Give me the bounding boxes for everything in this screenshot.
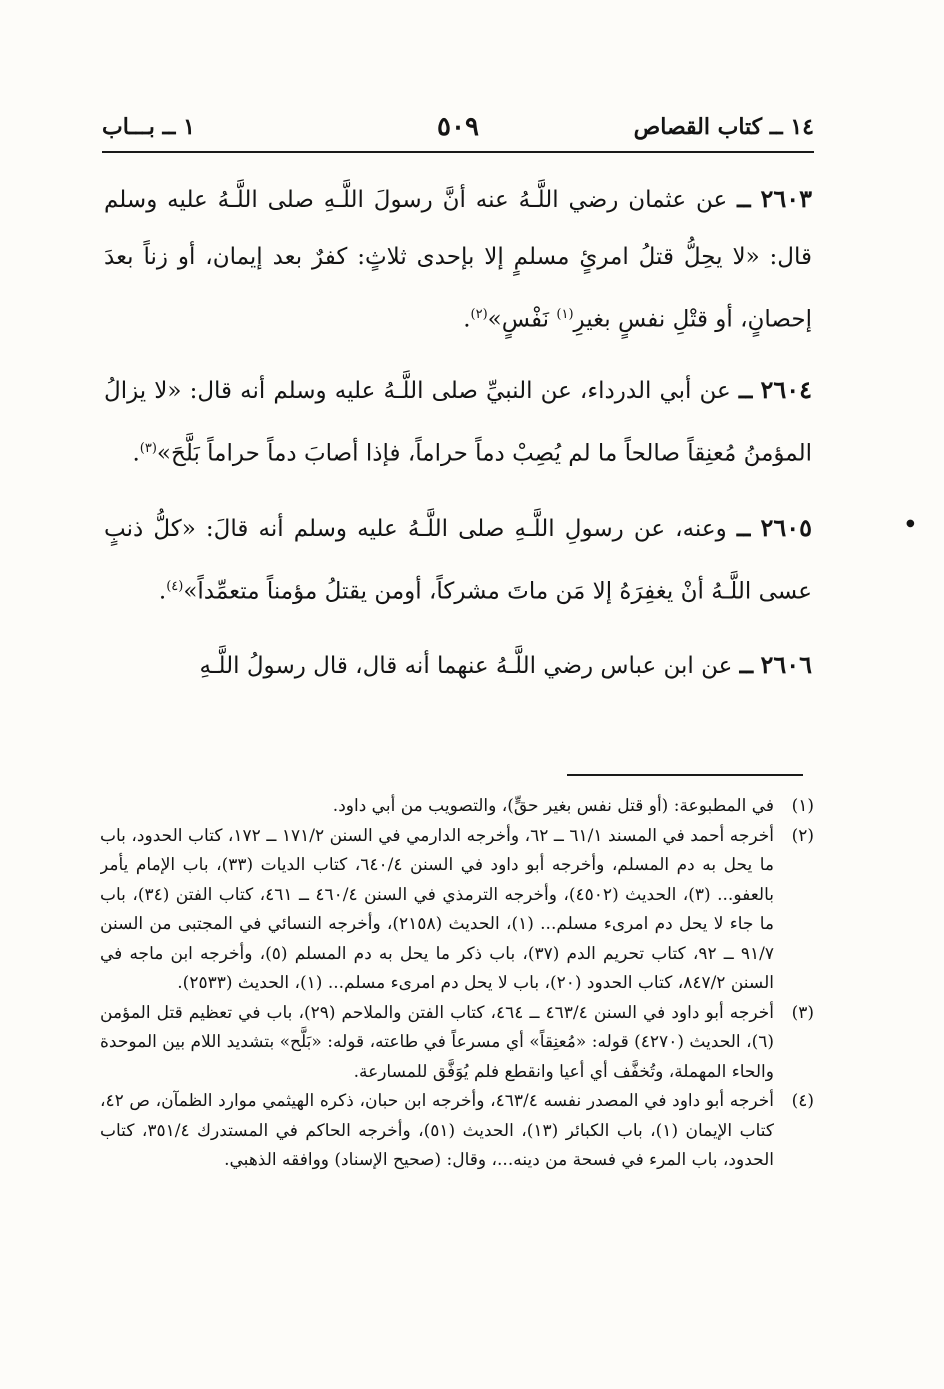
hadith-number: ٢٦٠٥ [760, 512, 812, 542]
hadith-text: وعنه، عن رسولِ اللَّـهِ صلى اللَّـهُ عليه وسلم أنه قالَ: «كلُّ ذنبٍ عسى اللَّـهُ أنْ يغفِرَهُ إلا مَن ماتَ مشركاً، أومن يقتلُ مؤمناً متعمِّداً» [104, 515, 812, 605]
hadith-2604 [104, 361, 812, 483]
hadith-text: عن عثمان رضي اللَّـهُ عنه أنَّ رسولَ اللَّـهِ صلى اللَّـهُ عليه وسلم قال: «لا يحِلُّ قتلُ امرئٍ مسلمٍ إلا بإحدى ثلاثٍ: كفرٌ بعد إيمان، أو زناً بعدَ إحصانٍ، أو قتْلِ نفسٍ بغيرِ [104, 187, 812, 333]
margin-dot: ● [906, 518, 915, 529]
footnote-3 [100, 999, 814, 1088]
hadith-2606 [104, 636, 812, 695]
header-chapter-label: ١ ــ بـــاب [102, 114, 195, 140]
footnote-2 [100, 822, 814, 999]
hadith-text-cont: نَفْسٍ» [487, 306, 550, 333]
hadith-text: عن ابن عباس رضي اللَّـهُ عنهما أنه قال، قال رسولُ اللَّـهِ [199, 653, 733, 680]
hadith-dash: ــ [737, 186, 751, 213]
hadith-text: عن أبي الدرداء، عن النبيِّ صلى اللَّـهُ عليه وسلم أنه قال: «لا يزالُ المؤمنُ مُعنِقاً صالحاً ما لم يُصِبْ دماً حراماً، فإذا أصابَ دماً حراماً بَلَّحَ» [104, 378, 812, 467]
hadith-2605 [104, 499, 812, 621]
footnote-number: (٤) [791, 1091, 814, 1111]
footnote-ref: (٢) [470, 307, 488, 322]
footnote-ref: (٣) [139, 441, 157, 456]
hadith-number: ٢٦٠٣ [760, 184, 812, 213]
hadith-dash: ــ [738, 377, 753, 404]
footnote-number: (٢) [791, 825, 814, 846]
footnote-number: (١) [791, 796, 814, 816]
footnote-text: أخرجه أحمد في المسند ٦١/١ ــ ٦٢، وأخرجه الدارمي في السنن ١٧١/٢ ــ ١٧٢، كتاب الحدود، باب ما يحل به دم المسلم، وأخرجه أبو داود في السنن ٦٤٠/٤، كتاب الديات (٣٣)، باب الإمام يأمر بالعفو... (٣)، الحديث (٤٥٠٢)، وأخرجه الترمذي في السنن ٤٦٠/٤ ــ ٤٦١، كتاب الفتن (٣٤)، باب ما جاء لا يحل دم امرىء مسلم... (١)، الحديث (٢١٥٨)، وأخرجه النسائي في المجتبى من السنن ٩١/٧ ــ ٩٢، كتاب تحريم الدم (٣٧)، باب ذكر ما يحل به دم المسلم (٥)، وأخرجه ابن ماجه في السنن ٨٤٧/٢، كتاب الحدود (٢٠)، باب لا يحل دم امرىء مسلم... (١)، الحديث (٢٥٣٣). [100, 825, 774, 993]
footnote-divider [567, 774, 803, 776]
hadith-number: ٢٦٠٤ [760, 375, 812, 404]
footnote-text: أخرجه أبو داود في السنن ٤٦٣/٤ ــ ٤٦٤، كتاب الفتن والملاحم (٢٩)، باب في تعظيم قتل المؤمن (٦)، الحديث (٤٢٧٠) قوله: «مُعنِقاً» أي مسرعاً في طاعته، قوله: «بَلَّح» بتشديد اللام بين الموحدة والحاء المهملة، وتُخفَّف أي أعيا وانقطع فلم يُوَفَّق للمسارعة. [100, 1002, 774, 1082]
footnote-text: في المطبوعة: (أو قتل نفس بغير حقٍّ)، والتصويب من أبي داود. [332, 796, 774, 816]
hadith-2603 [104, 170, 812, 345]
page-header [102, 112, 814, 150]
footnote-text: أخرجه أبو داود في المصدر نفسه ٤٦٣/٤، وأخرجه ابن حبان، ذكره الهيثمي موارد الظمآن، ص ٤٢، كتاب الإيمان (١)، باب الكبائر (١٣)، الحديث (٥١)، وأخرجه الحاكم في المستدرك ٣٥١/٤، كتاب الحدود، باب المرء في فسحة من دينه...، وقال: (صحيح الإسناد) ووافقه الذهبي. [100, 1091, 775, 1170]
hadith-end: . [132, 440, 140, 467]
header-divider [102, 151, 814, 153]
footnote-ref: (٤) [166, 578, 184, 594]
footnote-1 [100, 792, 814, 822]
footnote-ref: (١) [556, 307, 574, 322]
footnote-number: (٣) [791, 1002, 814, 1023]
footnotes [100, 792, 814, 1176]
hadith-number: ٢٦٠٦ [760, 650, 812, 680]
main-text [104, 170, 812, 711]
hadith-end: . [463, 306, 471, 333]
hadith-dash: ــ [736, 514, 751, 542]
page-number: ٥٠٩ [437, 112, 479, 142]
hadith-end: . [158, 578, 167, 605]
footnote-4 [100, 1087, 814, 1176]
header-book-title: ١٤ ــ كتاب القصاص [633, 114, 814, 140]
hadith-dash: ــ [739, 652, 754, 680]
